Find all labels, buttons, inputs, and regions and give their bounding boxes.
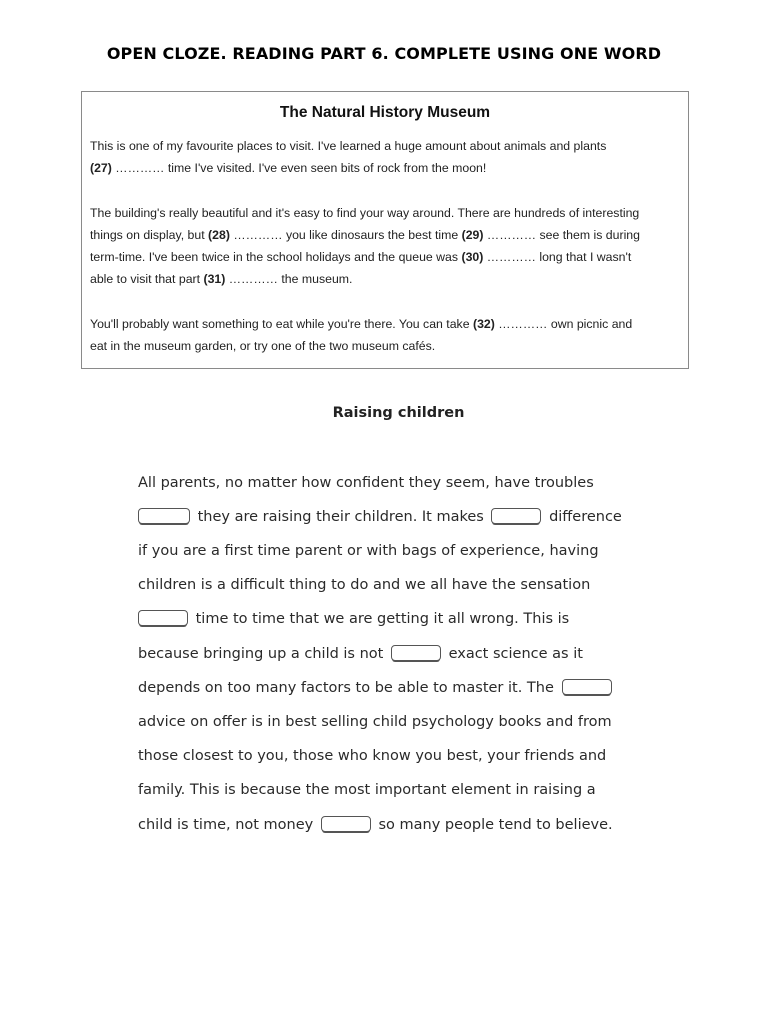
raising-line-8 (138, 712, 612, 732)
museum-p3-line1 (90, 317, 632, 331)
museum-p1-line2 (90, 161, 486, 175)
question-number-29: (29) (461, 228, 484, 242)
raising-line-7 (138, 678, 615, 698)
answer-gap-4[interactable] (391, 645, 441, 661)
question-number-31: (31) (203, 272, 226, 286)
museum-p2-line4 (90, 272, 352, 286)
text: because bringing up a child is not (138, 646, 384, 662)
text: ………… you like dinosaurs the best time (229, 228, 462, 242)
museum-p2-line1 (90, 206, 639, 220)
museum-p3-line2 (90, 339, 435, 353)
text: ………… long that I wasn't (483, 250, 632, 264)
page-title: OPEN CLOZE. READING PART 6. COMPLETE USING ONE WORD (106, 44, 662, 63)
text: exact science as it (448, 646, 583, 662)
raising-line-10 (138, 780, 596, 800)
text: difference (549, 509, 622, 525)
raising-title: Raising children (332, 405, 465, 421)
museum-title: The Natural History Museum (279, 104, 491, 121)
answer-gap-3[interactable] (138, 610, 188, 626)
text: they are raising their children. It makes (197, 509, 484, 525)
question-number-32: (32) (472, 317, 495, 331)
text: This is one of my favourite places to visit. I've learned a huge amount about animals and plants (90, 139, 607, 153)
raising-line-9 (138, 746, 606, 766)
text: ………… time I've visited. I've even seen bits of rock from the moon! (111, 161, 487, 175)
raising-line-3 (138, 541, 599, 561)
text: able to visit that part (90, 272, 204, 286)
text: so many people tend to believe. (378, 817, 613, 833)
museum-p1-line1 (90, 139, 606, 153)
text: advice on offer is in best selling child psychology books and from (138, 714, 612, 730)
text: The building's really beautiful and it's easy to find your way around. There are hundreds of interesting (90, 206, 640, 220)
answer-gap-6[interactable] (321, 816, 371, 832)
raising-line-5 (138, 609, 569, 629)
museum-text-box (81, 91, 689, 369)
text: children is a difficult thing to do and we all have the sensation (138, 577, 591, 593)
museum-p2-line3 (90, 250, 631, 264)
text: ………… own picnic and (494, 317, 633, 331)
raising-line-1 (138, 473, 594, 493)
text: those closest to you, those who know you best, your friends and (138, 748, 607, 764)
museum-p2-line2 (90, 228, 640, 242)
question-number-30: (30) (461, 250, 484, 264)
text: depends on too many factors to be able to master it. The (138, 680, 554, 696)
text: eat in the museum garden, or try one of the two museum cafés. (90, 339, 436, 353)
text: ………… the museum. (225, 272, 353, 286)
text: child is time, not money (138, 817, 314, 833)
text: family. This is because the most important element in raising a (138, 782, 596, 798)
question-number-27: (27) (90, 161, 112, 175)
answer-gap-5[interactable] (562, 679, 612, 695)
raising-line-11 (138, 815, 613, 835)
text: term-time. I've been twice in the school holidays and the queue was (90, 250, 462, 264)
text: ………… see them is during (483, 228, 640, 242)
raising-line-6 (138, 644, 583, 664)
answer-gap-2[interactable] (491, 508, 541, 524)
text: All parents, no matter how confident they seem, have troubles (138, 475, 594, 491)
text: things on display, but (90, 228, 209, 242)
question-number-28: (28) (208, 228, 230, 242)
answer-gap-1[interactable] (138, 508, 190, 524)
text: time to time that we are getting it all wrong. This is (195, 611, 570, 627)
raising-line-4 (138, 575, 590, 595)
text: You'll probably want something to eat while you're there. You can take (90, 317, 473, 331)
raising-line-2 (138, 507, 622, 527)
text: if you are a first time parent or with bags of experience, having (138, 543, 599, 559)
